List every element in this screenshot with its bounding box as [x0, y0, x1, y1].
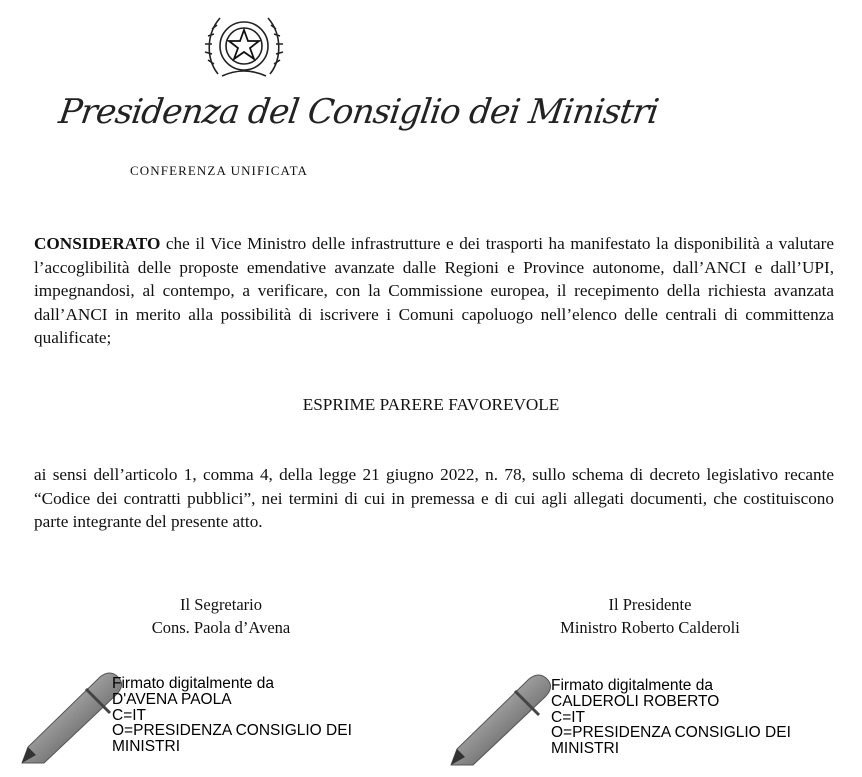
decision-paragraph: ai sensi dell’articolo 1, comma 4, della legge 21 giugno 2022, n. 78, sullo schema di decreto legislativo recante “Codice dei contratti pubblici”, nei termini di cui in premessa e di cui agli allegati documenti, che costituiscono parte integrante del presente atto.	[34, 465, 834, 531]
stamp-line: Firmato digitalmente da	[112, 675, 274, 692]
signer-role: Il Presidente	[608, 595, 692, 614]
stamp-line: O=PRESIDENZA CONSIGLIO DEI	[112, 722, 352, 740]
digital-signature-pen-icon	[443, 669, 561, 769]
stamp-line: MINISTRI	[112, 738, 181, 756]
stamp-line: D'AVENA PAOLA	[112, 690, 232, 708]
signer-role: Il Segretario	[179, 595, 262, 614]
stamp-line: O=PRESIDENZA CONSIGLIO DEI	[551, 724, 791, 742]
considerato-lead: CONSIDERATO	[34, 234, 161, 253]
signer-name: Ministro Roberto Calderoli	[560, 618, 740, 637]
stamp-line: C=IT	[112, 706, 147, 724]
stamp-line: CALDEROLI ROBERTO	[551, 692, 720, 710]
considerato-paragraph	[34, 232, 834, 350]
signer-name: Cons. Paola d’Avena	[151, 618, 291, 637]
stamp-line: MINISTRI	[551, 740, 620, 758]
digital-signature-stamp-left	[112, 676, 352, 755]
stamp-line: C=IT	[551, 708, 586, 726]
considerato-text: che il Vice Ministro delle infrastrutture e dei trasporti ha manifestato la disponibilità a valutare l’accoglibilità delle proposte emendative avanzate dalle Regioni e Province autonome, dall’ANCI e dall’UPI, impegnandosi, al contempo, a verificare, con la Commissione europea, il recepimento della richiesta avanzata dall’ANCI in merito alla possibilità di iscrivere i Comuni capoluogo nell’elenco delle centrali di committenza qualificate;	[34, 234, 834, 347]
institution-logo: Presidenza del Consiglio dei Ministri	[56, 92, 661, 132]
stamp-line: Firmato digitalmente da	[551, 677, 713, 694]
signature-block-secretary	[106, 593, 336, 639]
page-subheading: CONFERENZA UNIFICATA	[130, 163, 309, 178]
digital-signature-stamp-right	[551, 678, 791, 757]
signature-block-president	[515, 593, 785, 639]
decision-heading: ESPRIME PARERE FAVOREVOLE	[302, 395, 560, 414]
republic-emblem-icon	[200, 4, 288, 84]
